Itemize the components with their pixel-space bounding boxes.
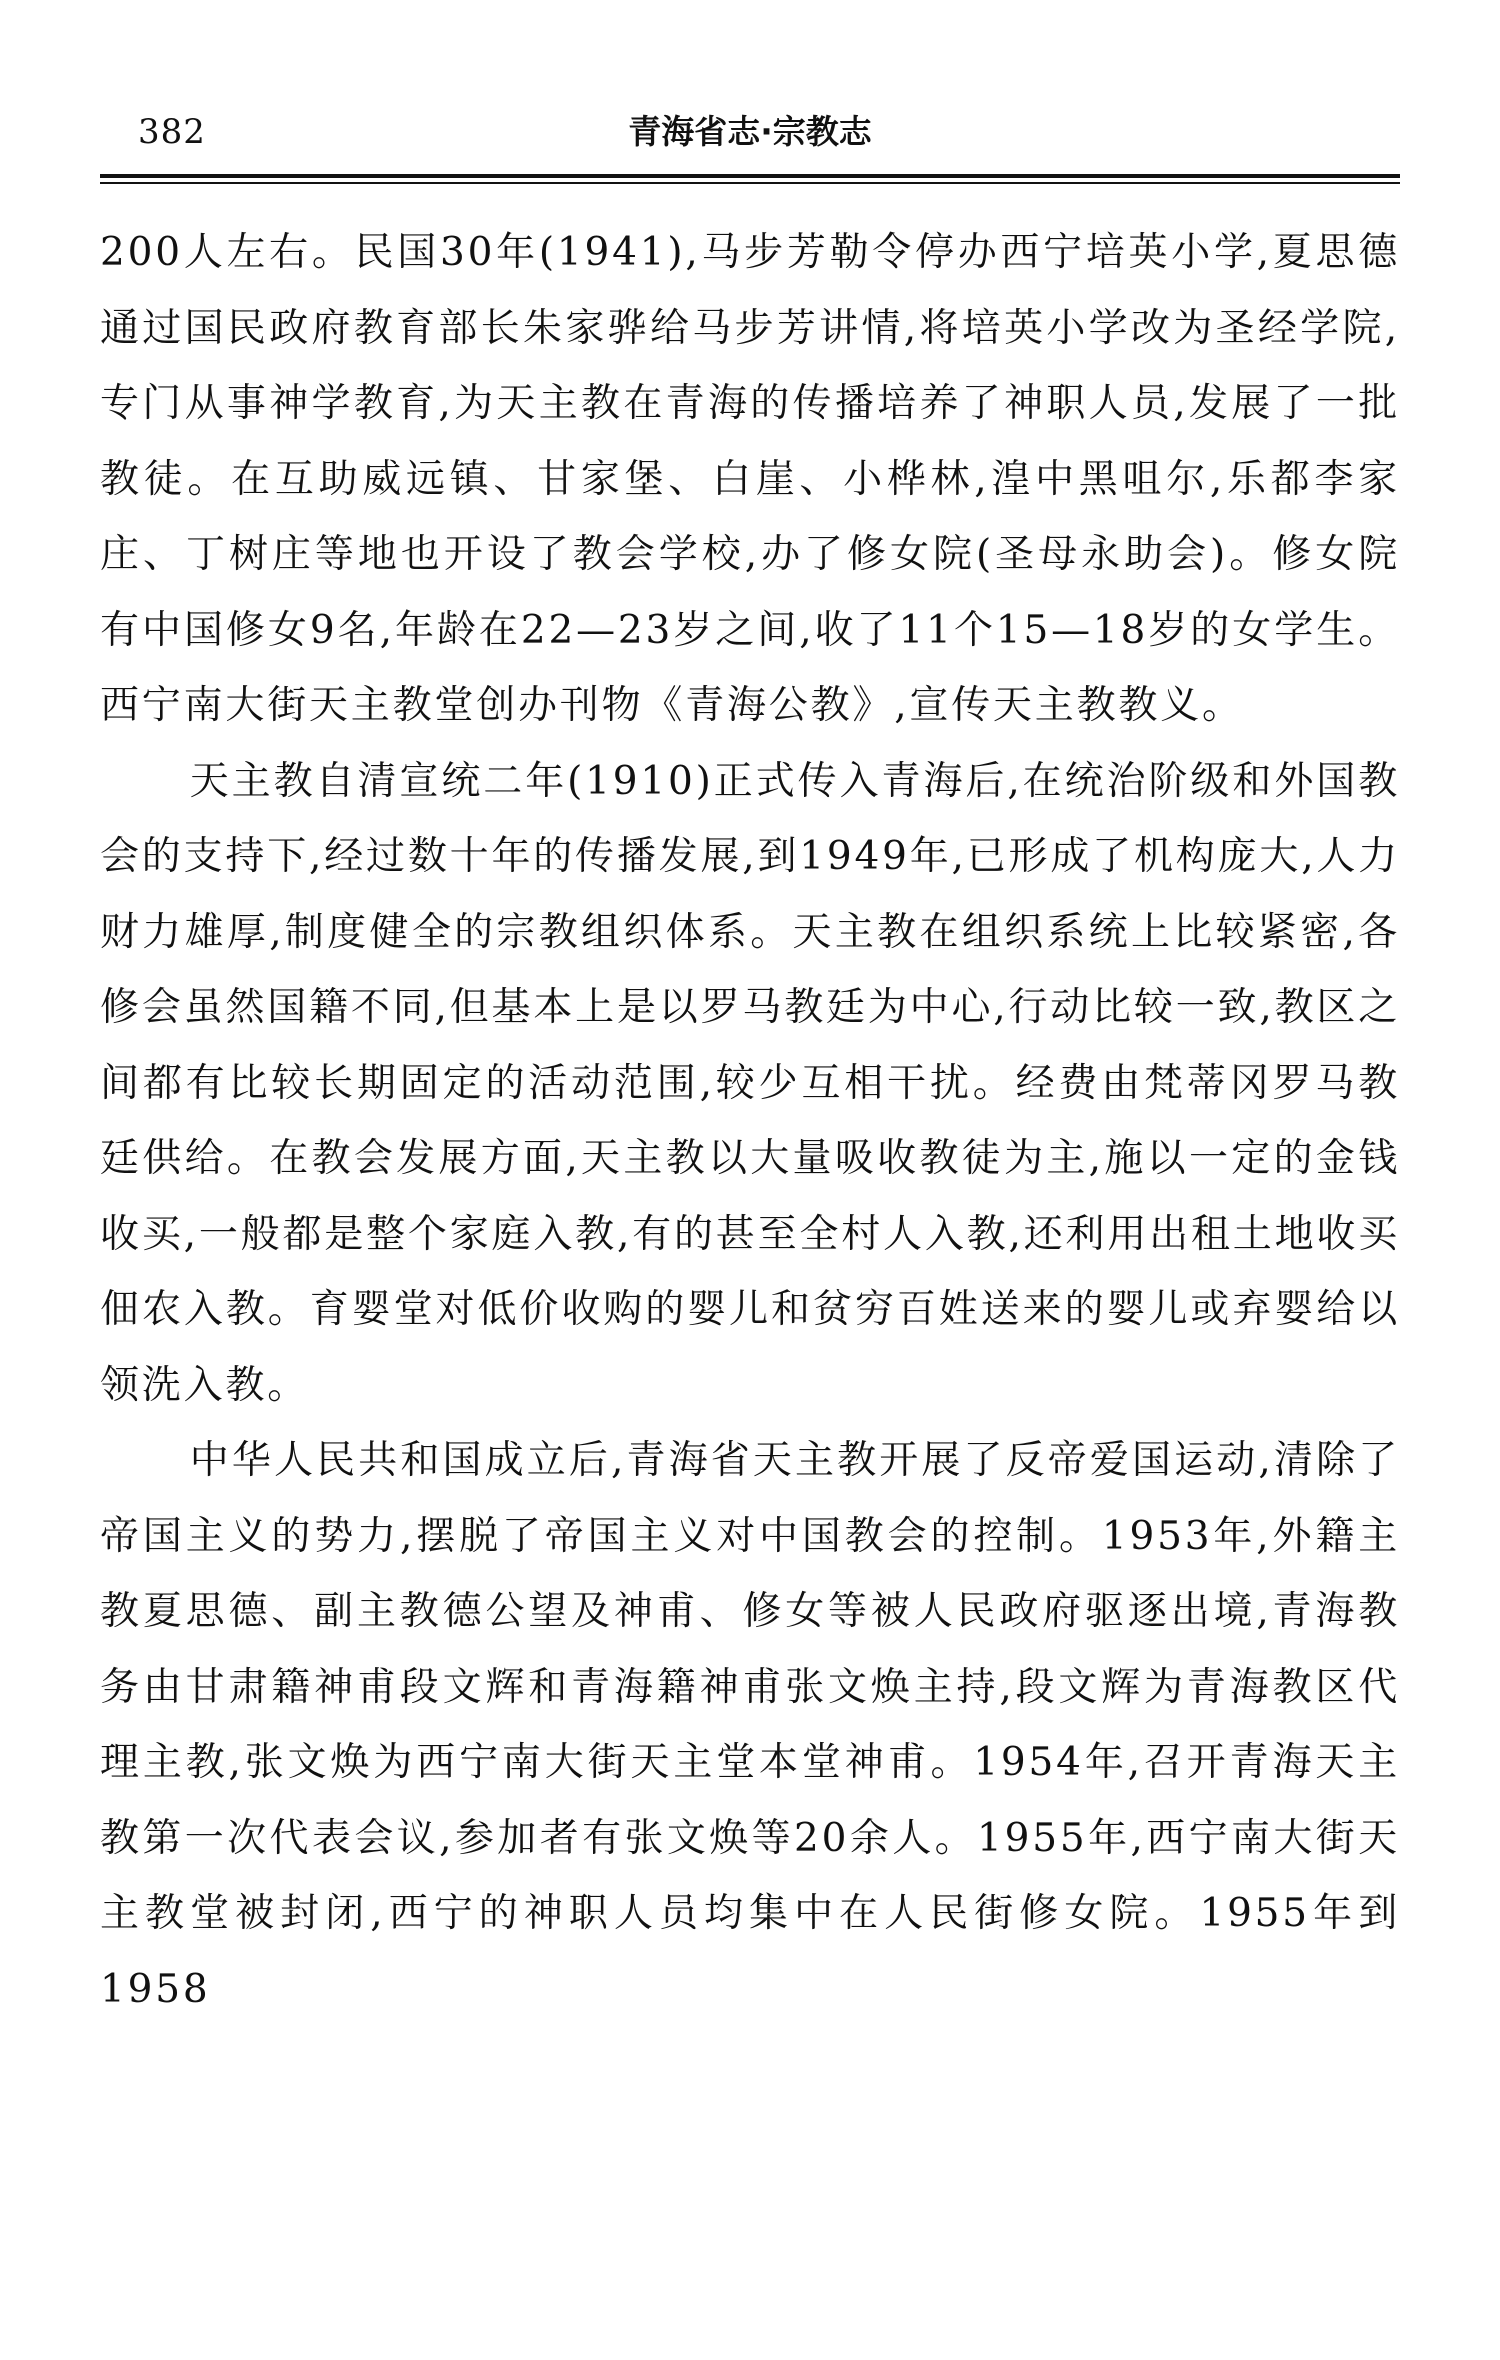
body-text — [100, 215, 1400, 2027]
header-rule-thick — [100, 174, 1400, 178]
paragraph-2: 天主教自清宣统二年(1910)正式传入青海后,在统治阶级和外国教会的支持下,经过数十年的传播发展,到1949年,已形成了机构庞大,人力财力雄厚,制度健全的宗教组织体系。天主教在组织系统上比较紧密,各修会虽然国籍不同,但基本上是以罗马教廷为中心,行动比较一致,教区之间都有比较长期固定的活动范围,较少互相干扰。经费由梵蒂冈罗马教廷供给。在教会发展方面,天主教以大量吸收教徒为主,施以一定的金钱收买,一般都是整个家庭入教,有的甚至全村人入教,还利用出租土地收买佃农入教。育婴堂对低价收购的婴儿和贫穷百姓送来的婴儿或弃婴给以领洗入教。 — [100, 758, 1400, 1408]
running-title: 青海省志·宗教志 — [628, 112, 872, 151]
paragraph-3: 中华人民共和国成立后,青海省天主教开展了反帝爱国运动,清除了帝国主义的势力,摆脱了帝国主义对中国教会的控制。1953年,外籍主教夏思德、副主教德公望及神甫、修女等被人民政府驱逐出境,青海教务由甘肃籍神甫段文辉和青海籍神甫张文焕主持,段文辉为青海教区代理主教,张文焕为西宁南大街天主堂本堂神甫。1954年,召开青海天主教第一次代表会议,参加者有张文焕等20余人。1955年,西宁南大街天主教堂被封闭,西宁的神职人员均集中在人民街修女院。1955年到1958 — [100, 1438, 1400, 2012]
paragraph-1: 200人左右。民国30年(1941),马步芳勒令停办西宁培英小学,夏思德通过国民政府教育部长朱家骅给马步芳讲情,将培英小学改为圣经学院,专门从事神学教育,为天主教在青海的传播培养了神职人员,发展了一批教徒。在互助威远镇、甘家堡、白崖、小桦林,湟中黑咀尔,乐都李家庄、丁树庄等地也开设了教会学校,办了修女院(圣母永助会)。修女院有中国修女9名,年龄在22—23岁之间,收了11个15—18岁的女学生。西宁南大街天主教堂创办刊物《青海公教》,宣传天主教教义。 — [100, 230, 1400, 728]
page-number: 382 — [138, 112, 206, 152]
header-rule-thin — [100, 182, 1400, 184]
